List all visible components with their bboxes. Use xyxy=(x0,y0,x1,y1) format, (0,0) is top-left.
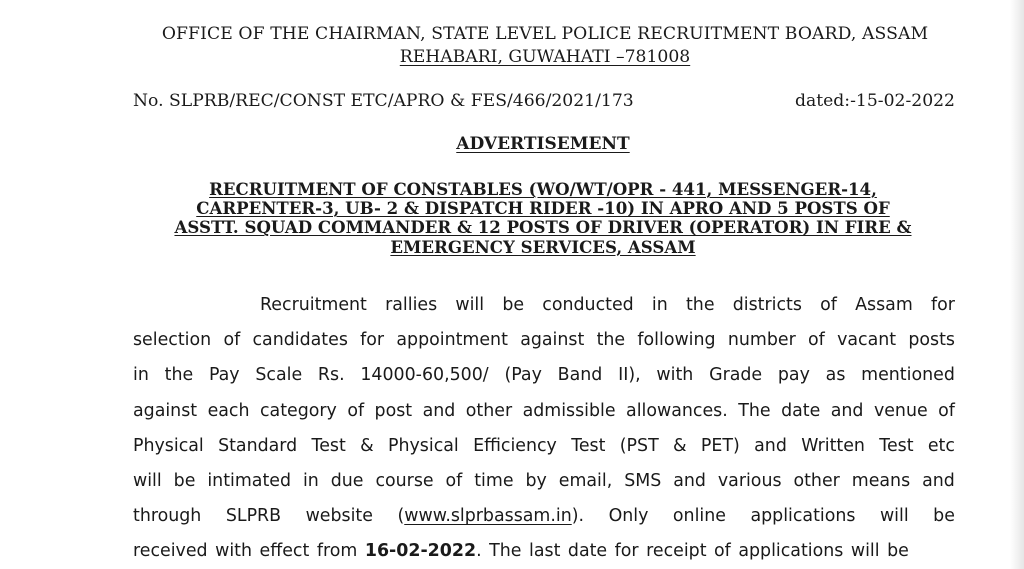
body-word: be xyxy=(933,506,955,527)
body-word: rallies xyxy=(385,295,438,315)
body-word: Assam xyxy=(855,295,913,315)
body-word: conducted xyxy=(542,295,634,315)
body-word: Test xyxy=(311,435,346,456)
body-word: post xyxy=(374,400,413,421)
body-word: & xyxy=(360,435,374,456)
body-word: Test xyxy=(879,435,914,456)
body-word: due xyxy=(330,470,364,491)
website-link[interactable]: www.slprbassam.in xyxy=(404,506,572,527)
body-word: (Pay xyxy=(504,365,542,386)
title-line: EMERGENCY SERVICES, ASSAM xyxy=(390,236,696,257)
body-word: Recruitment xyxy=(260,295,367,315)
body-word: number xyxy=(727,330,796,351)
reference-number: No. SLPRB/REC/CONST ETC/APRO & FES/466/2021/173 xyxy=(133,91,634,111)
body-word: districts xyxy=(732,295,802,315)
body-word: other xyxy=(465,400,513,421)
body-word: intimated xyxy=(207,470,292,491)
body-word: for xyxy=(930,295,955,315)
body-line xyxy=(133,399,955,434)
advertisement-heading-text: ADVERTISEMENT xyxy=(456,134,630,154)
body-word: Efficiency xyxy=(473,435,557,456)
body-word: online xyxy=(672,506,726,527)
title-line: ASSTT. SQUAD COMMANDER & 12 POSTS OF DRIVER (OPERATOR) IN FIRE & xyxy=(174,217,912,238)
website-group xyxy=(397,504,584,539)
body-word: following xyxy=(637,330,716,351)
body-word: selection xyxy=(133,330,212,351)
body-line xyxy=(133,293,955,328)
body-word: The xyxy=(738,400,771,421)
body-word: be xyxy=(173,470,196,491)
body-word: each xyxy=(207,400,250,421)
body-word: in xyxy=(302,470,319,491)
body-word: candidates xyxy=(252,330,348,351)
body-word: in xyxy=(133,365,149,386)
body-word: Written xyxy=(801,435,865,456)
body-word: of xyxy=(820,295,837,315)
body-word: and xyxy=(830,400,864,421)
body-word: posts xyxy=(908,330,955,351)
body-word: Physical xyxy=(388,435,459,456)
body-word: (PST xyxy=(619,435,659,456)
body-line xyxy=(133,469,955,504)
body-word: time xyxy=(474,470,514,491)
body-word: PET) xyxy=(700,435,740,456)
body-word: Pay xyxy=(208,365,240,386)
body-word: with xyxy=(656,365,694,386)
body-word: and xyxy=(922,470,955,491)
body-word: vacant xyxy=(837,330,897,351)
body-word: pay xyxy=(777,365,810,386)
body-paragraph xyxy=(133,293,955,569)
body-word: Band xyxy=(557,365,603,386)
body-word: Only xyxy=(608,506,649,527)
body-word: Test xyxy=(571,435,606,456)
body-word: website xyxy=(305,506,373,527)
advertisement-heading xyxy=(130,134,956,154)
paren-close: ). xyxy=(571,506,585,527)
body-word: II), xyxy=(618,365,641,386)
office-address-text: REHABARI, GUWAHATI –781008 xyxy=(399,47,691,67)
body-word: Rs. xyxy=(317,365,345,386)
body-word: for xyxy=(360,330,385,351)
body-word: against xyxy=(133,400,198,421)
page-edge-shadow xyxy=(1010,0,1024,569)
body-word: through xyxy=(133,506,202,527)
title-line: CARPENTER-3, UB- 2 & DISPATCH RIDER -10) IN APRO AND 5 POSTS OF xyxy=(196,198,890,219)
body-word: Grade xyxy=(709,365,763,386)
body-line xyxy=(133,434,955,469)
body-word: SLPRB xyxy=(225,506,282,527)
body-word: SMS xyxy=(624,470,662,491)
office-address xyxy=(130,47,960,67)
start-date: 16-02-2022 xyxy=(364,541,477,562)
body-line xyxy=(133,539,955,569)
body-word: email, xyxy=(558,470,613,491)
body-word: of xyxy=(808,330,825,351)
body-word: the xyxy=(164,365,194,386)
body-word: allowances. xyxy=(626,400,728,421)
body-line xyxy=(133,328,955,363)
body-word: in xyxy=(651,295,668,315)
body-text: . The last date for receipt of applications will be xyxy=(476,541,909,562)
body-word: other xyxy=(793,470,840,491)
body-word: by xyxy=(525,470,547,491)
body-word: and xyxy=(754,435,787,456)
body-word: will xyxy=(879,506,909,527)
body-line xyxy=(133,363,955,398)
recruitment-title xyxy=(150,180,936,257)
title-line: RECRUITMENT OF CONSTABLES (WO/WT/OPR - 441, MESSENGER-14, xyxy=(209,179,877,199)
body-word: the xyxy=(685,295,715,315)
body-word: of xyxy=(445,470,463,491)
body-word: category xyxy=(259,400,337,421)
body-word: will xyxy=(455,295,485,315)
body-word: Standard xyxy=(218,435,298,456)
body-word: appointment xyxy=(396,330,508,351)
body-word: means xyxy=(851,470,911,491)
body-word: as xyxy=(825,365,846,386)
body-word: various xyxy=(717,470,782,491)
body-word: and xyxy=(422,400,456,421)
reference-line xyxy=(133,91,955,111)
body-word: Physical xyxy=(133,435,204,456)
body-text: received with effect from xyxy=(133,541,358,562)
reference-date: dated:-15-02-2022 xyxy=(794,91,955,111)
body-word: venue xyxy=(873,400,928,421)
body-word: admissible xyxy=(522,400,616,421)
body-word: against xyxy=(520,330,585,351)
body-word: mentioned xyxy=(861,365,955,386)
office-header: OFFICE OF THE CHAIRMAN, STATE LEVEL POLICE RECRUITMENT BOARD, ASSAM xyxy=(161,24,929,44)
body-word: be xyxy=(502,295,525,315)
body-word: Scale xyxy=(255,365,303,386)
paren-open: ( xyxy=(397,506,405,527)
body-word: will xyxy=(133,470,162,491)
body-line xyxy=(133,504,955,539)
body-word: 14000-60,500/ xyxy=(360,365,489,386)
body-word: date xyxy=(781,400,821,421)
body-word: & xyxy=(673,435,687,456)
body-word: and xyxy=(673,470,706,491)
body-word: applications xyxy=(750,506,856,527)
body-word: of xyxy=(347,400,365,421)
body-word: etc xyxy=(927,435,955,456)
body-word: of xyxy=(223,330,241,351)
body-word: of xyxy=(938,400,955,421)
body-word: the xyxy=(596,330,626,351)
body-word: course xyxy=(375,470,434,491)
